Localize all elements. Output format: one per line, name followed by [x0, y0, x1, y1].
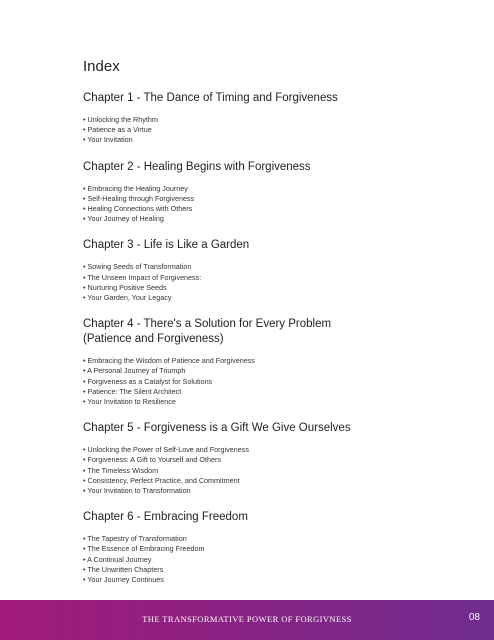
chapter-title: Chapter 5 - Forgiveness is a Gift We Give Ourselves	[83, 422, 351, 435]
list-item: • Unlocking the Rhythm	[83, 115, 158, 124]
book-title: THE TRANSFORMATIVE POWER OF FORGIVNESS	[142, 614, 352, 624]
list-item: • The Timeless Wisdom	[83, 465, 159, 475]
list-item: • Your Invitation to Transformation	[83, 486, 191, 496]
list-item: • Your Garden, Your Legacy	[83, 293, 172, 303]
chapter-section	[83, 510, 463, 585]
list-item: • Healing Connections with Others	[83, 204, 193, 214]
page-number: 08	[468, 612, 480, 623]
chapter-item-list	[83, 184, 463, 225]
list-item: • The Unseen Impact of Forgiveness:	[83, 272, 202, 282]
list-item: • Embracing the Wisdom of Patience and Forgiveness	[83, 356, 255, 366]
chapter-section	[83, 91, 463, 146]
list-item: • The Essence of Embracing Freedom	[83, 544, 205, 554]
list-item: • The Unwritten Chapters	[83, 564, 164, 574]
chapter-item-list	[83, 115, 463, 146]
list-item: • Your Journey Continues	[83, 575, 164, 585]
page-title: Index	[83, 58, 120, 75]
list-item: • Nurturing Positive Seeds	[83, 282, 167, 292]
list-item: • Forgiveness as a Catalyst for Solutions	[83, 376, 213, 386]
chapter-section	[83, 238, 463, 303]
list-item: • A Continual Journey	[83, 554, 152, 564]
chapter-section	[83, 421, 463, 496]
list-item: • Consistency, Perfect Practice, and Commitment	[83, 475, 240, 485]
list-item: • Embracing the Healing Journey	[83, 183, 188, 193]
list-item: • Your Invitation	[83, 135, 133, 145]
list-item: • Sowing Seeds of Transformation	[83, 262, 192, 272]
chapter-title: Chapter 6 - Embracing Freedom	[83, 511, 248, 524]
index-content	[83, 58, 463, 599]
chapter-title: Chapter 1 - The Dance of Timing and Forgiveness	[83, 92, 338, 104]
list-item: • A Personal Journey of Triumph	[83, 366, 186, 376]
chapter-item-list	[83, 356, 463, 407]
chapter-title: Chapter 3 - Life is Like a Garden	[83, 239, 250, 252]
list-item: • Your Journey of Healing	[83, 214, 164, 224]
chapter-section	[83, 317, 463, 407]
list-item: • Your Invitation to Resilience	[83, 397, 176, 407]
chapter-item-list	[83, 445, 463, 496]
list-item: • The Tapestry of Transformation	[83, 534, 187, 544]
chapter-title: Chapter 2 - Healing Begins with Forgiveness	[83, 160, 311, 173]
chapter-item-list	[83, 534, 463, 585]
list-item: • Self-Healing through Forgiveness	[83, 193, 195, 203]
list-item: • Patience: The Silent Architect	[83, 386, 182, 396]
list-item: • Unlocking the Power of Self-Love and Forgiveness	[83, 445, 249, 455]
list-item: • Forgiveness: A Gift to Yourself and Others	[83, 455, 221, 465]
chapter-title: Chapter 4 - There's a Solution for Every Problem (Patience and Forgiveness)	[83, 318, 332, 346]
chapter-section	[83, 160, 463, 225]
list-item: • Patience as a Virtue	[83, 125, 152, 135]
footer-bar	[0, 600, 494, 640]
chapter-item-list	[83, 262, 463, 303]
